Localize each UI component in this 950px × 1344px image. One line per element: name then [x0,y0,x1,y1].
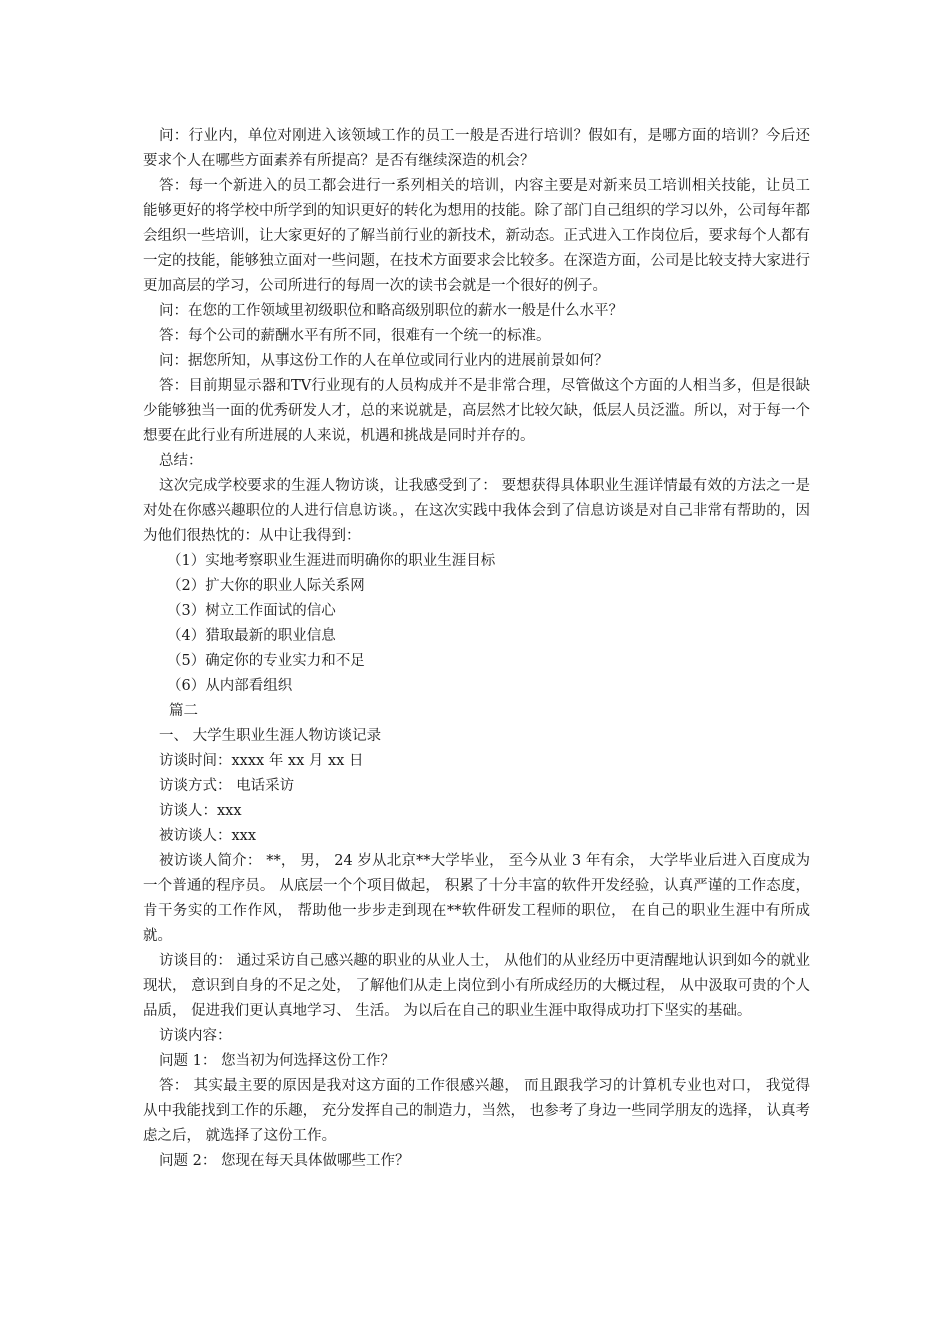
paragraph: 这次完成学校要求的生涯人物访谈，让我感受到了： 要想获得具体职业生涯详情最有效的方法之一是对处在你感兴趣职位的人进行信息访谈。，在这次实践中我体会到了信息访谈是对自己非常有帮助的，因为他们很热忱的：从中让我得到： [143,478,810,544]
paragraph: 问题 2： 您现在每天具体做哪些工作？ [159,1153,410,1169]
paragraph: 一、 大学生职业生涯人物访谈记录 [159,728,382,744]
paragraph: 问：据您所知，从事这份工作的人在单位或同行业内的进展前景如何？ [159,353,609,369]
document-body [143,124,810,1174]
paragraph: 总结： [159,453,203,469]
list-item: （4）猎取最新的职业信息 [167,628,336,644]
list-item: （5）确定你的专业实力和不足 [167,653,365,669]
paragraph: 问题 1： 您当初为何选择这份工作？ [159,1053,395,1069]
paragraph: 答：每个公司的薪酬水平有所不同，很难有一个统一的标准。 [159,328,551,344]
list-item: （1）实地考察职业生涯进而明确你的职业生涯目标 [167,553,496,569]
paragraph: 答：每一个新进入的员工都会进行一系列相关的培训，内容主要是对新来员工培训相关技能，让员工能够更好的将学校中所学到的知识更好的转化为想用的技能。除了部门自己组织的学习以外，公司每年都会组织一些培训，让大家更好的了解当前行业的新技术，新动态。正式进入工作岗位后，要求每个人都有一定的技能，能够独立面对一些问题，在技术方面要求会比较多。在深造方面，公司是比较支持大家进行更加高层的学习，公司所进行的每周一次的读书会就是一个很好的例子。 [143,178,810,294]
paragraph: 访谈人：xxx [159,803,242,819]
paragraph: 被访谈人简介： **， 男， 24 岁从北京**大学毕业， 至今从业 3 年有余， 大学毕业后进入百度成为一个普通的程序员。 从底层一个个项目做起， 积累了十分丰富的软件开发经验，认真严谨的工作态度， 肯干务实的工作作风， 帮助他一步步走到现在**软件研发工程师的职位， 在自己的职业生涯中有所成就。 [143,853,810,944]
paragraph: 问：在您的工作领域里初级职位和略高级别职位的薪水一般是什么水平？ [159,303,623,319]
section-heading: 篇二 [169,703,198,719]
paragraph: 被访谈人：xxx [159,828,257,844]
list-item: （6）从内部看组织 [167,678,293,694]
paragraph: 答： 其实最主要的原因是我对这方面的工作很感兴趣， 而且跟我学习的计算机专业也对口， 我觉得从中我能找到工作的乐趣， 充分发挥自己的制造力，当然， 也参考了身边一些同学朋友的选择， 认真考虑之后， 就选择了这份工作。 [143,1078,810,1144]
paragraph: 访谈方式： 电话采访 [159,778,295,794]
paragraph: 答：目前期显示器和TV行业现有的人员构成并不是非常合理，尽管做这个方面的人相当多，但是很缺少能够独当一面的优秀研发人才，总的来说就是，高层然才比较欠缺，低层人员泛滥。所以，对于每一个想要在此行业有所进展的人来说，机遇和挑战是同时并存的。 [143,378,810,444]
list-item: （2）扩大你的职业人际关系网 [167,578,365,594]
paragraph: 访谈时间：xxxx 年 xx 月 xx 日 [159,753,364,769]
paragraph: 访谈内容： [159,1028,232,1044]
paragraph: 问：行业内，单位对刚进入该领域工作的员工一般是否进行培训？假如有，是哪方面的培训？今后还要求个人在哪些方面素养有所提高？是否有继续深造的机会？ [143,128,810,169]
paragraph: 访谈目的： 通过采访自己感兴趣的职业的从业人士， 从他们的从业经历中更清醒地认识到如今的就业现状， 意识到自身的不足之处， 了解他们从走上岗位到小有所成经历的大概过程， 从中汲取可贵的个人品质， 促进我们更认真地学习、 生活。 为以后在自己的职业生涯中取得成功打下坚实的基础。 [143,953,810,1019]
list-item: （3）树立工作面试的信心 [167,603,336,619]
